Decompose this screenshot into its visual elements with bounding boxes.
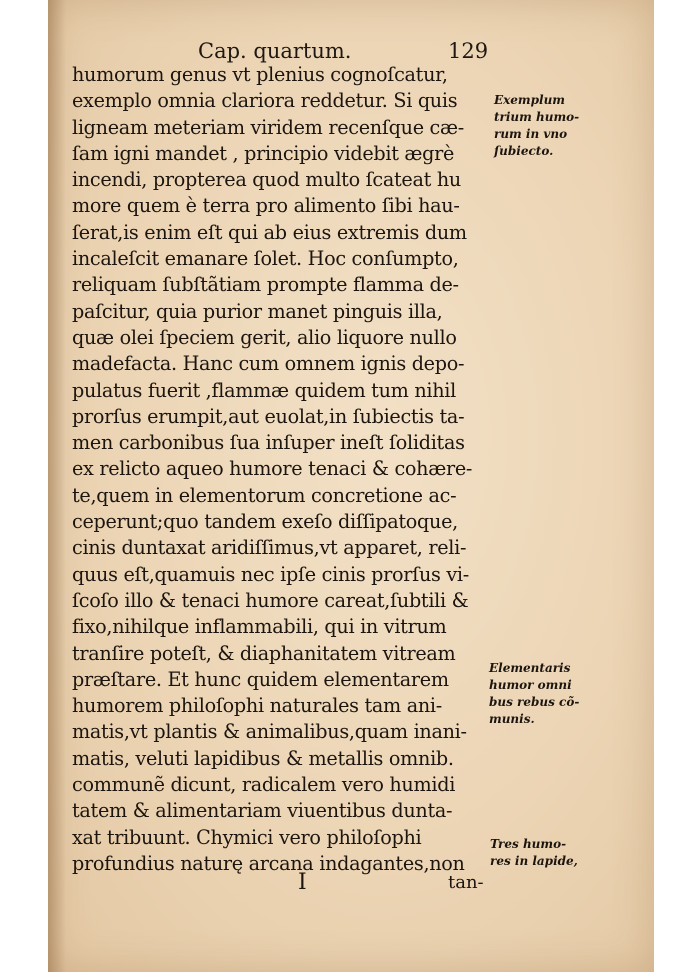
text-line: præſtare. Et hunc quidem elementarem	[72, 667, 449, 691]
page-header	[70, 38, 490, 64]
text-line: ſerat,is enim eſt qui ab eius extremis dum	[72, 220, 467, 244]
text-line: te,quem in elementorum concretione ac-	[72, 483, 457, 507]
margin-note-elementaris	[489, 660, 579, 728]
page-number: 129	[448, 39, 489, 63]
text-line: pulatus fuerit ,flammæ quidem tum nihil	[72, 378, 456, 402]
text-line: matis, veluti lapidibus & metallis omnib.	[72, 746, 454, 770]
margin-note-line: humor omni	[489, 678, 572, 692]
text-line: incendi, propterea quod multo ſcateat hu	[72, 168, 461, 192]
text-line: prorſus erumpit,aut euolat,in ſubiectis ta-	[72, 404, 465, 428]
margin-note-line: Elementaris	[489, 661, 571, 675]
margin-note-line: ſubiecto.	[494, 144, 554, 158]
margin-note-line: Tres humo-	[490, 837, 567, 851]
text-line: matis,vt plantis & animalibus,quam inani-	[72, 720, 467, 744]
text-line: ligneam meteriam viridem recenſque cæ-	[72, 115, 464, 139]
text-line: fixo,nihilque inflammabili, qui in vitrum	[72, 615, 447, 639]
text-line: ſcoſo illo & tenaci humore careat,ſubtili &	[72, 588, 469, 612]
text-line: ceperunt;quo tandem exeſo diſſipatoque,	[72, 510, 458, 534]
catchword: tan-	[448, 872, 484, 893]
margin-note-line: res in lapide,	[490, 854, 578, 868]
text-line: humorem philoſophi naturales tam ani-	[72, 694, 442, 718]
text-line: profundius naturę arcana indagantes,non	[72, 851, 465, 875]
text-line: ſam igni mandet , principio videbit ægrè	[72, 141, 455, 165]
text-line: paſcitur, quia purior manet pinguis illa,	[72, 299, 443, 323]
running-title: Cap. quartum.	[198, 39, 352, 63]
text-line: quus eſt,quamuis nec ipſe cinis prorſus vi-	[72, 562, 469, 586]
text-line: incaleſcit emanare ſolet. Hoc conſumpto,	[72, 247, 459, 271]
text-line: tranſire poteſt, & diaphanitatem vitream	[72, 641, 456, 665]
margin-note-line: trium humo-	[494, 110, 580, 124]
text-line: communẽ dicunt, radicalem vero humidi	[72, 773, 456, 797]
text-line: madefacta. Hanc cum omnem ignis depo-	[72, 352, 465, 376]
page-binding-shadow	[48, 0, 66, 972]
margin-note-line: Exemplum	[494, 93, 566, 107]
signature-mark: I	[298, 870, 307, 895]
text-line: men carbonibus ſua inſuper ineſt ſoliditas	[72, 431, 465, 455]
margin-note-tres	[490, 836, 578, 870]
text-line: more quem è terra pro alimento ſibi hau-	[72, 194, 460, 218]
text-line: humorum genus vt plenius cognoſcatur,	[72, 63, 448, 86]
margin-note-exemplum	[494, 92, 579, 160]
text-line: quæ olei ſpeciem gerit, alio liquore nullo	[72, 325, 457, 349]
text-line: cinis duntaxat aridiſſimus,vt apparet, reli-	[72, 536, 467, 560]
margin-note-line: bus rebus cõ-	[489, 695, 580, 709]
margin-note-line: munis.	[489, 712, 535, 726]
main-text-block	[72, 62, 492, 877]
text-line: xat tribuunt. Chymici vero philoſophi	[72, 825, 422, 849]
text-line: reliquam ſubſtãtiam prompte flamma de-	[72, 273, 459, 297]
text-line: tatem & alimentariam viuentibus dunta-	[72, 799, 453, 823]
text-line: ex relicto aqueo humore tenaci & cohære-	[72, 457, 473, 481]
margin-note-line: rum in vno	[494, 127, 568, 141]
text-line: exemplo omnia clariora reddetur. Si quis	[72, 89, 458, 113]
